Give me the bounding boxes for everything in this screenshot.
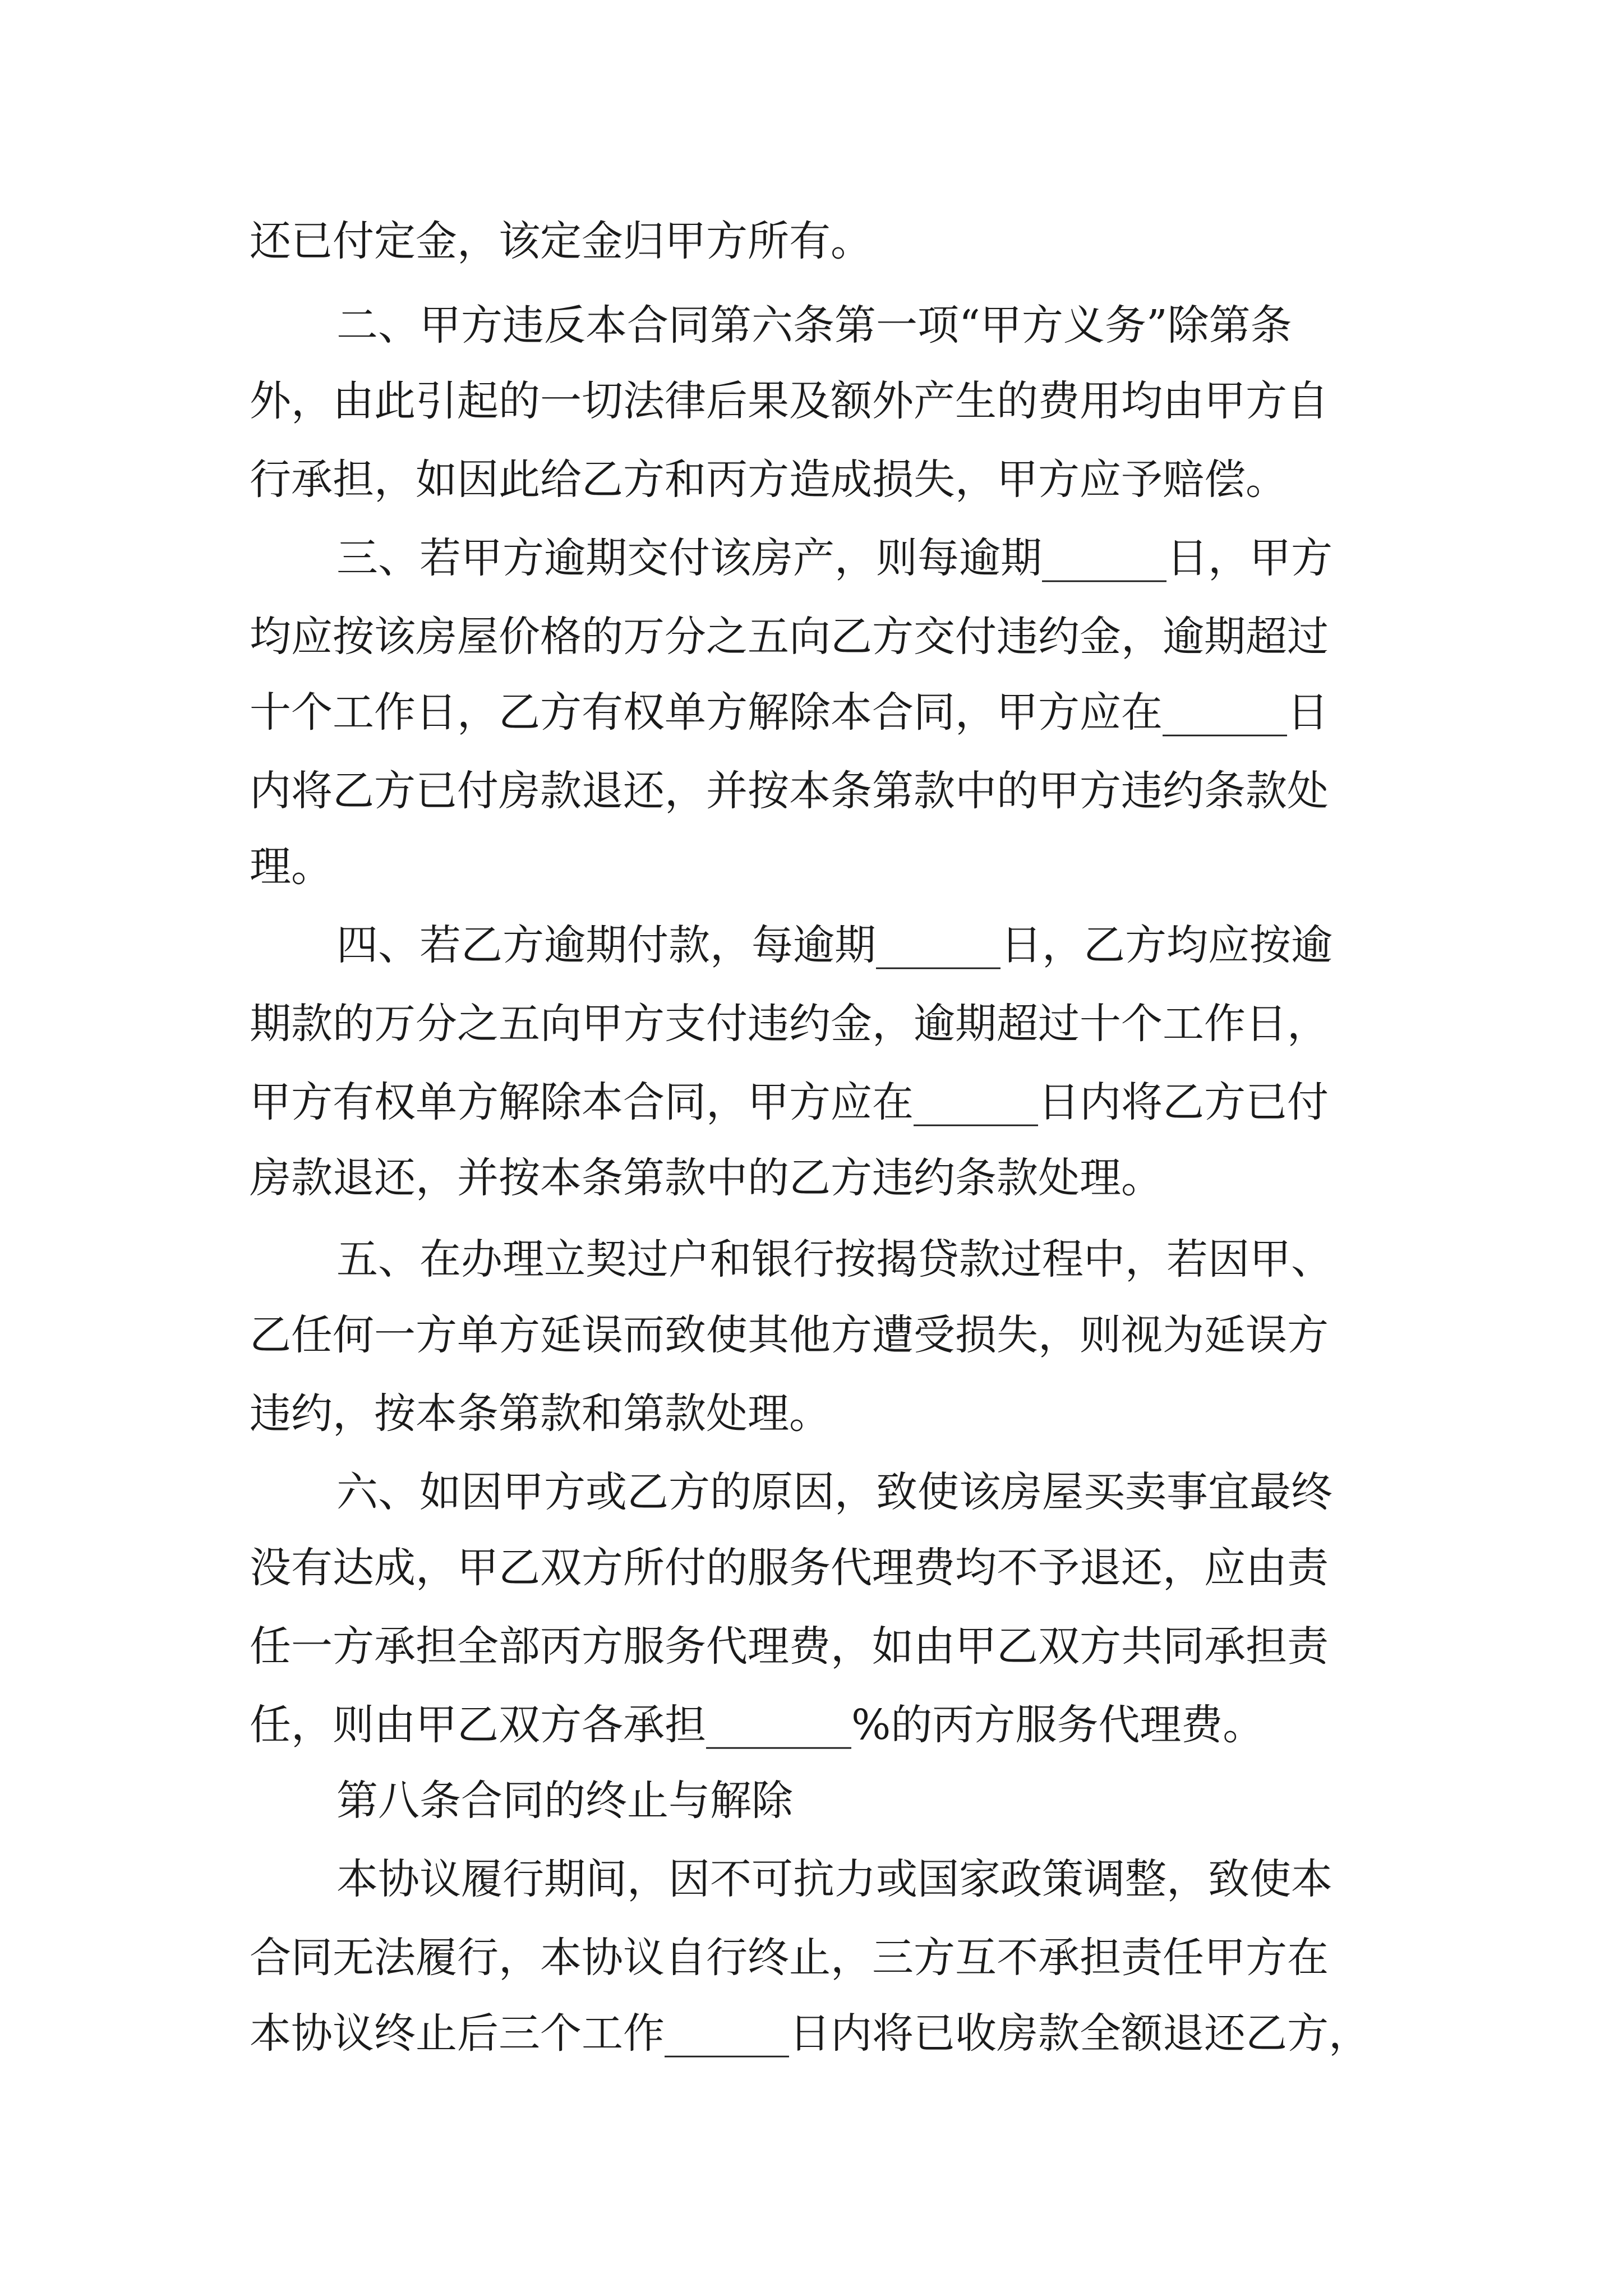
line-text: 十个工作日，乙方有权单方解除本合同，甲方应在______日 [250, 688, 1329, 737]
line-text: 任，则由甲乙双方各承担_______%的丙方服务代理费。 [250, 1701, 1265, 1749]
text-line [0, 595, 1623, 679]
text-line [0, 1526, 1623, 1610]
line-text: 四、若乙方逾期付款，每逾期______日，乙方均应按逾 [336, 921, 1332, 969]
text-line [0, 1060, 1623, 1144]
line-text: 行承担，如因此给乙方和丙方造成损失，甲方应予赔偿。 [250, 455, 1287, 504]
line-text: 期款的万分之五向甲方支付违约金，逾期超过十个工作日， [250, 1000, 1329, 1048]
line-text: 二、甲方违反本合同第六条第一项“甲方义务”除第条 [336, 301, 1292, 349]
line-text: 甲方有权单方解除本合同，甲方应在______日内将乙方已付 [250, 1078, 1329, 1126]
line-text: 没有达成，甲乙双方所付的服务代理费均不予退还，应由责 [250, 1544, 1329, 1592]
text-line [0, 903, 1623, 987]
text-line [0, 1916, 1623, 2000]
line-text: 内将乙方已付房款退还，并按本条第款中的甲方违约条款处 [250, 767, 1329, 815]
text-line [0, 1372, 1623, 1456]
text-line [0, 1604, 1623, 1688]
line-text: 均应按该房屋价格的万分之五向乙方交付违约金，逾期超过 [250, 613, 1329, 661]
text-line [0, 1136, 1623, 1220]
text-line [0, 199, 1623, 283]
line-text: 违约，按本条第款和第款处理。 [250, 1389, 831, 1438]
text-line [0, 1217, 1623, 1301]
line-text: 任一方承担全部丙方服务代理费，如由甲乙双方共同承担责 [250, 1622, 1329, 1671]
text-line [0, 670, 1623, 754]
text-line [0, 1683, 1623, 1767]
line-text: 还已付定金，该定金归甲方所有。 [250, 217, 872, 265]
line-text: 外，由此引起的一切法律后果及额外产生的费用均由甲方自 [250, 377, 1329, 425]
text-line [0, 1837, 1623, 1921]
line-text: 三、若甲方逾期交付该房产，则每逾期______日，甲方 [336, 534, 1332, 582]
text-line [0, 438, 1623, 522]
line-text: 房款退还，并按本条第款中的乙方违约条款处理。 [250, 1154, 1163, 1202]
line-text: 本协议终止后三个工作______日内将已收房款全额退还乙方， [250, 2009, 1370, 2058]
text-line [0, 982, 1623, 1066]
text-line [0, 516, 1623, 600]
line-text: 理。 [250, 843, 333, 891]
text-line [0, 1450, 1623, 1534]
section-heading [0, 1759, 1623, 1843]
line-text: 六、如因甲方或乙方的原因，致使该房屋买卖事宜最终 [336, 1468, 1332, 1516]
text-line [0, 1991, 1623, 2076]
line-text: 第八条合同的终止与解除 [336, 1777, 793, 1825]
line-text: 合同无法履行，本协议自行终止，三方互不承担责任甲方在 [250, 1934, 1329, 1982]
text-line [0, 359, 1623, 443]
text-line [0, 825, 1623, 909]
text-line [0, 1293, 1623, 1377]
line-text: 乙任何一方单方延误而致使其他方遭受损失，则视为延误方 [250, 1311, 1329, 1359]
text-line [0, 749, 1623, 833]
line-text: 本协议履行期间，因不可抗力或国家政策调整，致使本 [336, 1855, 1332, 1903]
line-text: 五、在办理立契过户和银行按揭贷款过程中，若因甲、 [336, 1235, 1332, 1283]
text-line [0, 283, 1623, 367]
